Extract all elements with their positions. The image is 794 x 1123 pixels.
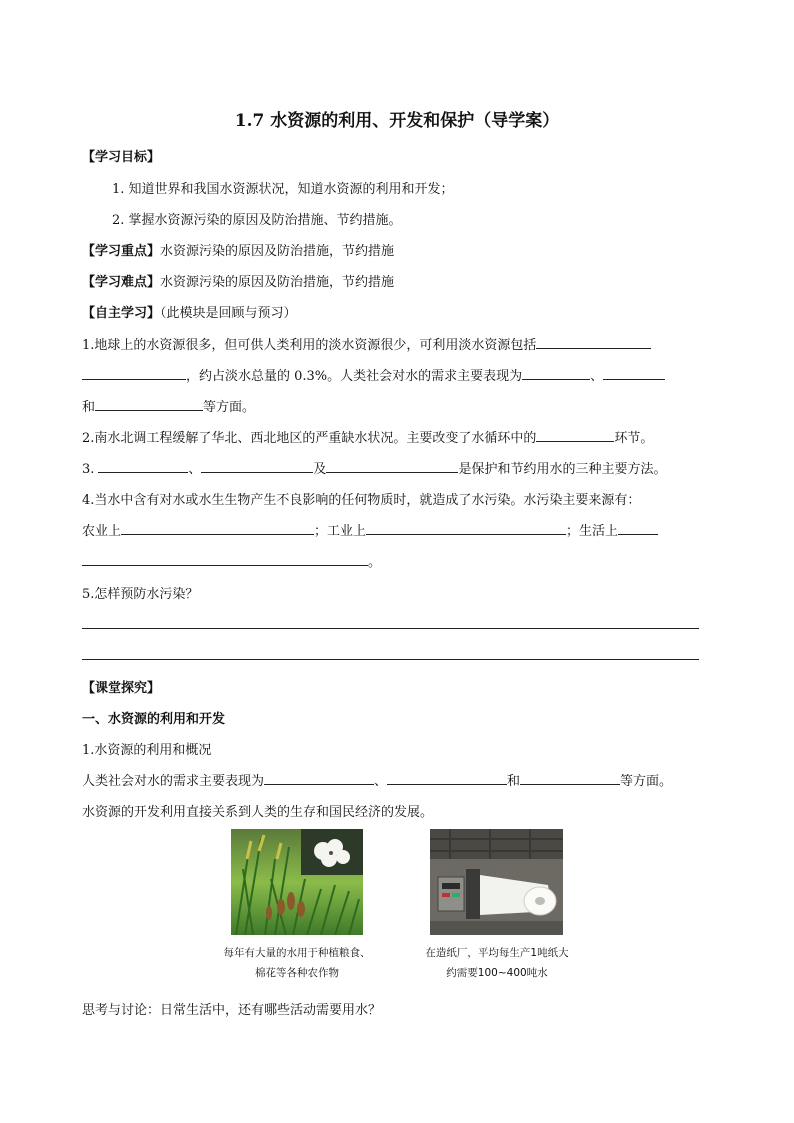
question-1-line-1 bbox=[82, 334, 651, 353]
section-1-heading: 一、水资源的利用和开发 bbox=[82, 712, 226, 727]
answer-blank[interactable] bbox=[95, 398, 203, 411]
answer-line[interactable] bbox=[82, 628, 699, 629]
question-1-line-3 bbox=[82, 396, 255, 415]
question-3-end: 是保护和节约用水的三种主要方法。 bbox=[458, 462, 667, 477]
difficult-point-text: 水资源污染的原因及防治措施，节约措施 bbox=[160, 275, 395, 290]
classroom-question bbox=[82, 770, 672, 789]
answer-blank[interactable] bbox=[264, 772, 374, 785]
self-study-heading bbox=[82, 302, 297, 321]
crops-caption-line-2: 棉花等各种农作物 bbox=[255, 967, 339, 979]
separator: 、 bbox=[188, 462, 202, 477]
classroom-question-text: 人类社会对水的需求主要表现为 bbox=[82, 774, 265, 789]
question-2-end: 环节。 bbox=[614, 431, 654, 446]
conjunction: 和 bbox=[82, 400, 96, 415]
difficult-point-label: 【学习难点】 bbox=[82, 275, 161, 290]
answer-blank[interactable] bbox=[520, 772, 620, 785]
life-label: ；生活上 bbox=[566, 524, 619, 539]
conjunction: 及 bbox=[313, 462, 327, 477]
paper-mill-image bbox=[430, 829, 563, 935]
discussion-prompt: 思考与讨论：日常生活中，还有哪些活动需要用水？ bbox=[82, 1003, 382, 1018]
agriculture-label: 农业上 bbox=[82, 524, 122, 539]
answer-blank[interactable] bbox=[536, 429, 614, 442]
answer-blank[interactable] bbox=[82, 553, 368, 566]
industry-label: ；工业上 bbox=[314, 524, 367, 539]
question-4-line-2 bbox=[82, 520, 658, 539]
question-2-text: 2.南水北调工程缓解了华北、西北地区的严重缺水状况。主要改变了水循环中的 bbox=[82, 431, 537, 446]
separator: 、 bbox=[374, 774, 388, 789]
answer-blank[interactable] bbox=[366, 522, 566, 535]
question-2 bbox=[82, 427, 653, 446]
question-4-line-1: 4.当水中含有对水或水生生物产生不良影响的任何物质时，就造成了水污染。水污染主要来源有： bbox=[82, 493, 641, 508]
paper-mill-caption-line-1: 在造纸厂，平均每生产1吨纸大 bbox=[425, 947, 569, 959]
question-1-text-cont: ，约占淡水总量的 0.3%。人类社会对水的需求主要表现为 bbox=[186, 369, 523, 384]
question-5: 5.怎样预防水污染？ bbox=[82, 587, 199, 602]
answer-blank[interactable] bbox=[201, 460, 313, 473]
question-1-line-2 bbox=[82, 365, 665, 384]
key-point-label: 【学习重点】 bbox=[82, 244, 161, 259]
conjunction: 和 bbox=[507, 774, 521, 789]
key-point bbox=[82, 240, 394, 259]
question-3-number: 3. bbox=[82, 462, 95, 477]
answer-blank[interactable] bbox=[387, 772, 507, 785]
answer-blank[interactable] bbox=[536, 336, 651, 349]
crops-image bbox=[231, 829, 363, 935]
question-1-end: 等方面。 bbox=[203, 400, 256, 415]
question-1-text: 1.地球上的水资源很多，但可供人类利用的淡水资源很少，可利用淡水资源包括 bbox=[82, 338, 537, 353]
question-3 bbox=[82, 458, 666, 477]
answer-blank[interactable] bbox=[121, 522, 314, 535]
answer-blank[interactable] bbox=[326, 460, 458, 473]
separator: 、 bbox=[590, 369, 604, 384]
classroom-question-end: 等方面。 bbox=[620, 774, 673, 789]
crops-caption-line-1: 每年有大量的水用于种植粮食、 bbox=[223, 947, 371, 959]
page-title: 1.7 水资源的利用、开发和保护（导学案） bbox=[234, 111, 560, 131]
classroom-statement: 水资源的开发利用直接关系到人类的生存和国民经济的发展。 bbox=[82, 805, 434, 820]
classroom-heading: 【课堂探究】 bbox=[82, 681, 161, 696]
answer-blank[interactable] bbox=[82, 367, 186, 380]
goals-heading: 【学习目标】 bbox=[82, 150, 161, 165]
answer-blank[interactable] bbox=[603, 367, 665, 380]
difficult-point bbox=[82, 271, 394, 290]
question-4-line-3 bbox=[82, 551, 381, 570]
question-4-end: 。 bbox=[368, 555, 382, 570]
subsection-1-heading: 1.水资源的利用和概况 bbox=[82, 743, 212, 758]
paper-mill-caption-line-2: 约需要100~400吨水 bbox=[446, 967, 548, 979]
key-point-text: 水资源污染的原因及防治措施，节约措施 bbox=[160, 244, 395, 259]
answer-blank[interactable] bbox=[522, 367, 590, 380]
self-study-label: 【自主学习】 bbox=[82, 306, 161, 321]
answer-line[interactable] bbox=[82, 659, 699, 660]
answer-blank[interactable] bbox=[618, 522, 658, 535]
goal-item-1: 1. 知道世界和我国水资源状况，知道水资源的利用和开发； bbox=[112, 182, 454, 197]
self-study-note: （此模块是回顾与预习） bbox=[160, 306, 297, 321]
goal-item-2: 2. 掌握水资源污染的原因及防治措施、节约措施。 bbox=[112, 213, 402, 228]
answer-blank[interactable] bbox=[98, 460, 188, 473]
